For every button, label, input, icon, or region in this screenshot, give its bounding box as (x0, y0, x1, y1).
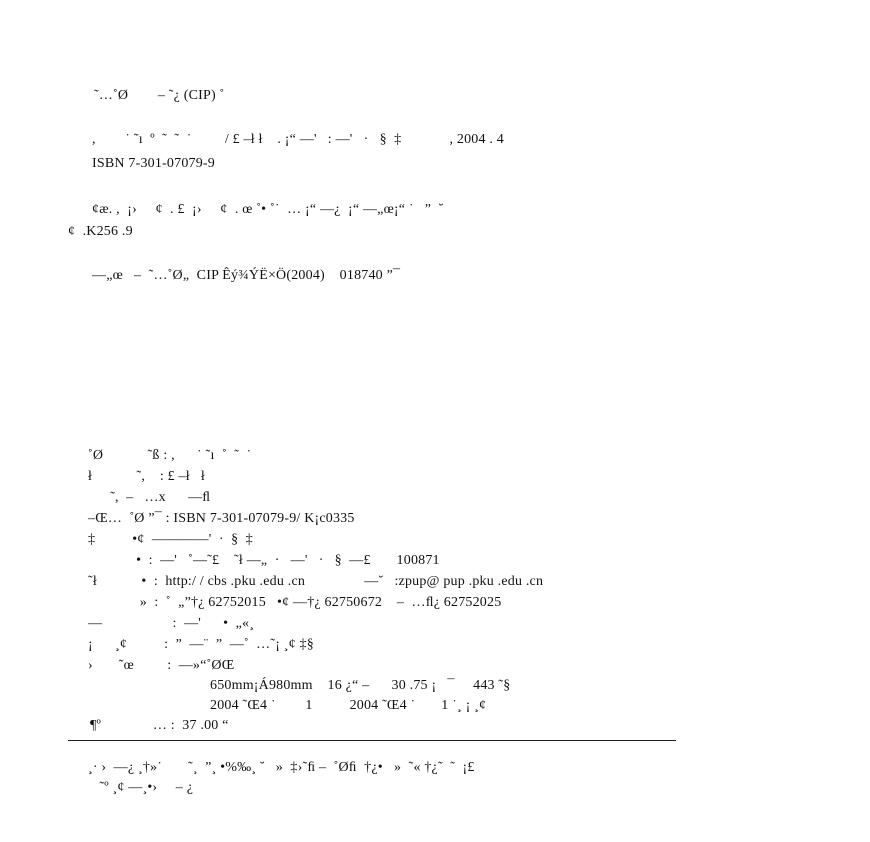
info-specs-format: 650mm¡Á980mm 16 ¿“ – 30 .75 ¡ ¯ 443 ˜§ (210, 678, 511, 693)
cip-classification-line: ¢ .K256 .9 (68, 224, 133, 239)
cip-subject-line: ¢æ. , ¡› ¢ . £ ¡› ¢ . œ ˚• ˚˙ … ¡“ —¿ ¡“ —„œ¡“ ˙ ” ˘ (92, 202, 444, 217)
cip-isbn-line: ISBN 7-301-07079-9 (92, 156, 215, 171)
cip-author-title-line: , ˙ ˜ı º ˜ ˜ ˙ / £ –ł ł . ¡“ —' : —' · § ‡ , 2004 . 4 (92, 132, 504, 147)
info-row-phones: » : ˚ „”†¿ 62752015 •¢ —†¿ 62750672 – …ﬂ¿ 62752025 (88, 595, 502, 610)
info-specs-edition: 2004 ˜Œ4 ˙ 1 2004 ˜Œ4 ˙ 1 ˙¸ ¡ ¸¢ (210, 698, 487, 713)
info-row-website-email: ˜ł • : http:/ / cbs .pku .edu .cn —˘ :zpup@ pup .pku .edu .cn (88, 574, 544, 589)
info-row-author: ł ˜, : £ –ł ł (88, 469, 206, 484)
info-row-editor: ˜, – …x —ﬂ (88, 490, 211, 505)
info-row-distributor: › ˜œ : —»“˚ØŒ (88, 658, 235, 673)
info-price: ¶º … : 37 .00 “ (90, 718, 229, 733)
info-row-typesetter: — : —' • „«¸ (88, 616, 255, 631)
info-row-publisher: ‡ •¢ ————' · § ‡ (88, 532, 253, 547)
info-row-printer: ¡ ¸¢ : ” —¨ ” —˚ …˜¡ ¸¢ ‡§ (88, 637, 314, 652)
cip-title-line: ˜…˚Ø – ˜¿ (CIP) ˚ (94, 88, 225, 103)
copyright-notice-line1: ¸· › —¿ ¸†»˙ ˜¸ ”¸ •%‰¸ ˘ » ‡›˜ﬁ – ˚Øﬁ †¿• » ˜« †¿˜ ˜ ¡£ (88, 760, 475, 775)
cip-record-number-line: —„œ – ˜…˚Ø„ CIP Êý¾ÝË×Ö(2004) 018740 ”¯ (92, 268, 401, 283)
copyright-notice-line2: ˜º ¸¢ —¸•› – ¿ (92, 780, 194, 795)
info-row-book-title: ˚Ø ˜ß : , ˙ ˜ı ˚ ˜ ˙ (88, 448, 252, 463)
divider-rule (68, 740, 676, 741)
info-row-isbn: –Œ… ˚Ø ”¯ : ISBN 7-301-07079-9/ K¡c0335 (88, 511, 355, 526)
info-row-address: • : —' ˚—˜£ ˜ł —„ · —' · § —£ 100871 (88, 553, 440, 568)
